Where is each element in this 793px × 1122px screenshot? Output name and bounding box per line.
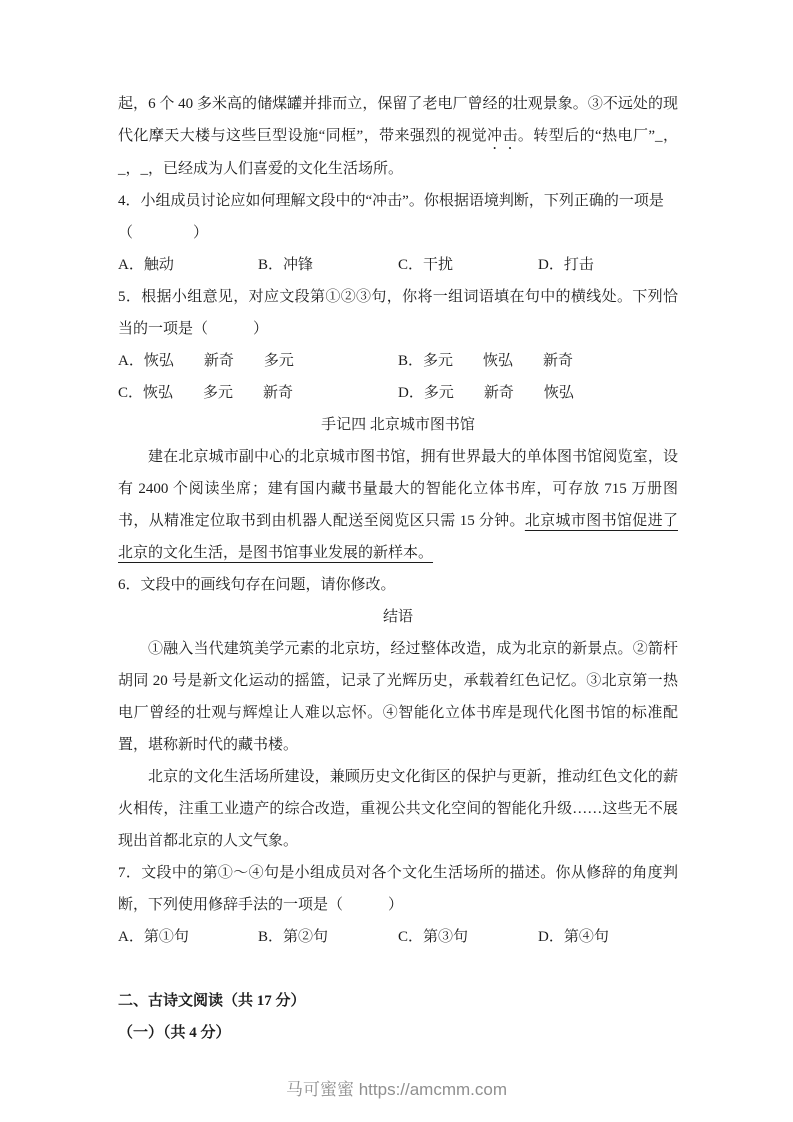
intro-text-after: 。转型后的“热电厂”_，_，_，已经成为人们喜爱的文化生活场所。 (118, 128, 678, 177)
question-5-option-b: B．多元 恢弘 新奇 (398, 353, 574, 369)
question-7-stem: 7．文段中的第①～④句是小组成员对各个文化生活场所的描述。你从修辞的角度判断，下列使用修辞手法的一项是（ ） (118, 865, 678, 913)
intro-paragraph (118, 88, 678, 185)
note-four-body (118, 441, 678, 569)
conclusion-paragraph-2: 北京的文化生活场所建设，兼顾历史文化街区的保护与更新，推动红色文化的薪火相传，注重工业遗产的综合改造，重视公共文化空间的智能化升级……这些无不展现出首都北京的人文气象。 (118, 769, 678, 849)
note-four-body-text: 建在北京城市副中心的北京城市图书馆，拥有世界最大的单体图书馆阅览室，设有 2400 个阅读坐席；建有国内藏书量最大的智能化立体书库，可存放 715 万册图书，从精准定位取书到由机器人配送至阅览区只需 15 分钟。 (118, 449, 678, 529)
conclusion-title: 结语 (382, 609, 413, 625)
question-7-options (118, 921, 678, 953)
question-5-options (118, 345, 678, 409)
section-two-subheading: （一）（共 4 分） (118, 1025, 231, 1041)
question-4-option-a: A．触动 (118, 257, 174, 273)
question-4-stem: 4．小组成员讨论应如何理解文段中的“冲击”。你根据语境判断，下列正确的一项是 (118, 193, 664, 209)
intro-text-before: 起，6 个 40 多米高的储煤罐并排而立，保留了老电厂曾经的壮观景象。③不远处的现代化摩天大楼与这些巨型设施“同框”，带来强烈的视觉 (118, 96, 678, 144)
question-4-option-d: D．打击 (538, 257, 594, 273)
question-5-option-a: A．恢弘 新奇 多元 (118, 353, 294, 369)
question-7-option-c: C．第③句 (398, 929, 469, 945)
question-7-option-a: A．第①句 (118, 929, 189, 945)
question-7-option-b: B．第②句 (258, 929, 329, 945)
question-4-answer-bracket: （ ） (118, 225, 209, 241)
question-4-options (118, 249, 678, 281)
emphasized-word: 冲击 (487, 128, 518, 144)
question-5-stem: 5．根据小组意见，对应文段第①②③句，你将一组词语填在句中的横线处。下列恰当的一项是（ ） (118, 289, 678, 337)
underlined-sentence: 北京城市图书馆促进了北京的文化生活，是图书馆事业发展的新样本。 (118, 513, 678, 561)
question-6-stem: 6．文段中的画线句存在问题，请你修改。 (118, 577, 396, 593)
note-four-title: 手记四 北京城市图书馆 (321, 417, 475, 433)
footer-watermark: 马可蜜蜜 https://amcmm.com (285, 1080, 508, 1099)
question-4-option-c: C．干扰 (398, 257, 454, 273)
question-7-option-d: D．第④句 (538, 929, 609, 945)
question-5-option-d: D．多元 新奇 恢弘 (398, 385, 574, 401)
conclusion-paragraph-1: ①融入当代建筑美学元素的北京坊，经过整体改造，成为北京的新景点。②箭杆胡同 20 号是新文化运动的摇篮，记录了光辉历史，承载着红色记忆。③北京第一热电厂曾经的壮观与辉煌让人难以忘怀。④智能化立体书库是现代化图书馆的标准配置，堪称新时代的藏书楼。 (118, 641, 678, 753)
question-4-option-b: B．冲锋 (258, 257, 314, 273)
page-content (118, 88, 678, 1049)
question-5-option-c: C．恢弘 多元 新奇 (118, 385, 294, 401)
section-two-heading: 二、古诗文阅读（共 17 分） (118, 993, 306, 1009)
